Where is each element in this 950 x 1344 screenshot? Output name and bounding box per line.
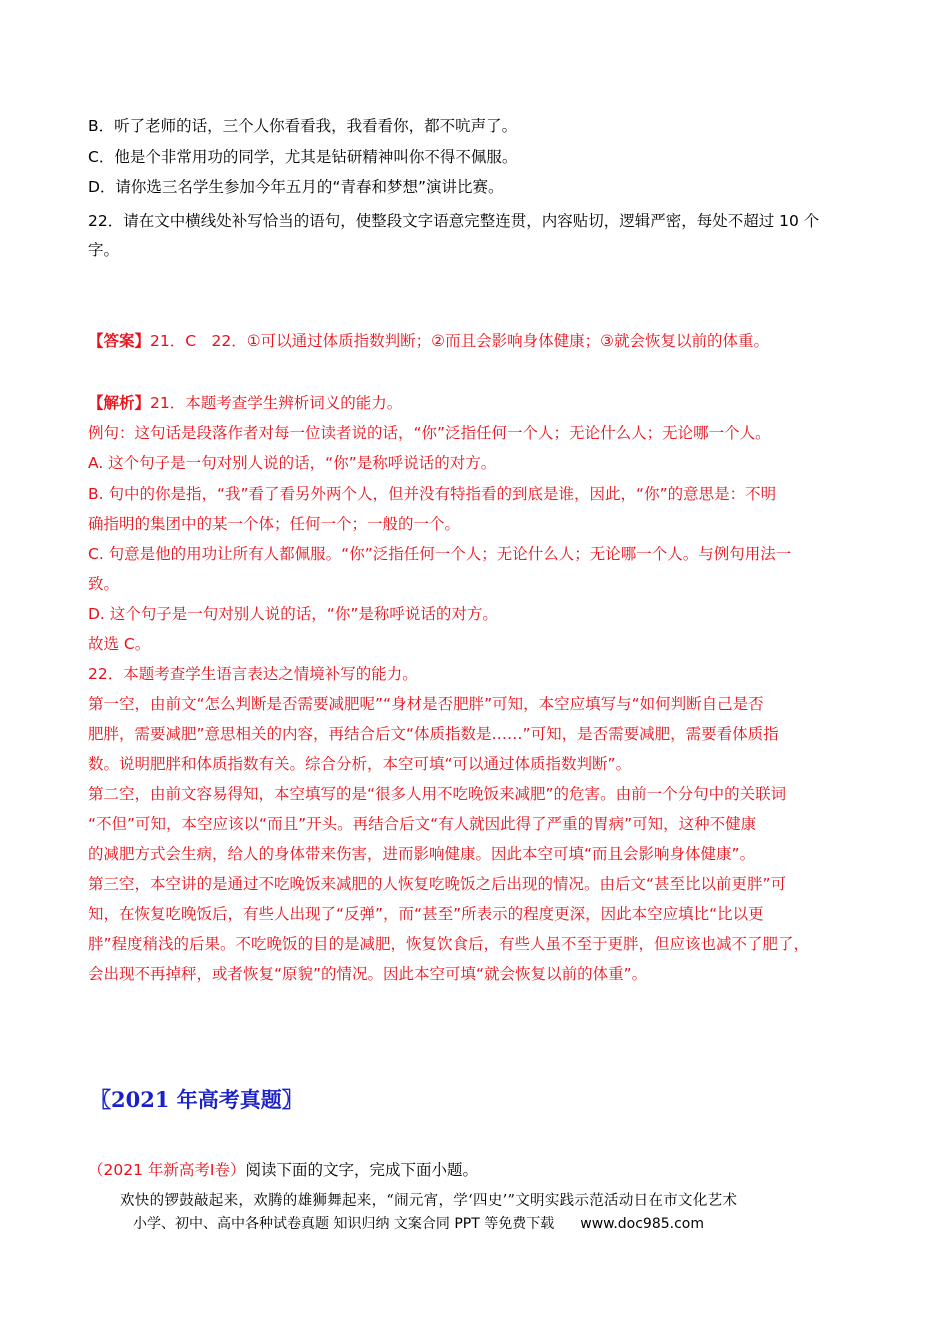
source-label: （2021 年新高考Ⅰ卷） (88, 1161, 246, 1179)
analysis-b-cont: 确指明的集团中的某一个体；任何一个；一般的一个。 (88, 515, 461, 533)
analysis-22-line: 肥胖，需要减肥”意思相关的内容，再结合后文“体质指数是……”可知，是否需要减肥，需要看体质指 (88, 725, 779, 743)
option-d: D．请你选三名学生参加今年五月的“青春和梦想”演讲比赛。 (88, 178, 504, 196)
analysis-line (88, 393, 402, 413)
analysis-c-cont: 致。 (88, 575, 120, 593)
analysis-22-line: 的减肥方式会生病，给人的身体带来伤害，进而影响健康。因此本空可填“而且会影响身体健康”。 (88, 845, 756, 863)
analysis-first: 21．本题考查学生辨析词义的能力。 (150, 394, 403, 412)
passage-line: 欢快的锣鼓敲起来，欢腾的雄狮舞起来，“闹元宵，学‘四史’”文明实践示范活动日在市文化艺术 (120, 1193, 738, 1209)
option-b: B．听了老师的话，三个人你看看我，我看看你，都不吭声了。 (88, 117, 518, 135)
analysis-22-line: 数。说明肥胖和体质指数有关。综合分析，本空可填“可以通过体质指数判断”。 (88, 755, 632, 773)
analysis-b: B. 句中的你是指，“我”看了看另外两个人，但并没有特指看的到底是谁，因此，“你”的意思是：不明 (88, 485, 777, 503)
footer (133, 1213, 704, 1233)
analysis-a: A. 这个句子是一句对别人说的话，“你”是称呼说话的对方。 (88, 454, 497, 472)
analysis-22-intro: 22．本题考查学生语言表达之情境补写的能力。 (88, 665, 418, 683)
question-22: 22．请在文中横线处补写恰当的语句，使整段文字语意完整连贯，内容贴切，逻辑严密，每处不超过 10 个 (88, 212, 820, 230)
analysis-22-line: 知，在恢复吃晚饭后，有些人出现了“反弹”，而“甚至”所表示的程度更深，因此本空应填比“比以更 (88, 905, 764, 923)
option-c: C．他是个非常用功的同学，尤其是钻研精神叫你不得不佩服。 (88, 148, 518, 166)
analysis-tag: 【解析】 (88, 394, 151, 412)
question-22-cont: 字。 (88, 241, 120, 259)
analysis-22-line: 胖”程度稍浅的后果。不吃晚饭的目的是减肥，恢复饮食后，有些人虽不至于更胖，但应该也减不了肥了， (88, 935, 810, 953)
analysis-d: D. 这个句子是一句对别人说的话，“你”是称呼说话的对方。 (88, 605, 498, 623)
analysis-22-line: 会出现不再掉秤，或者恢复“原貌”的情况。因此本空可填“就会恢复以前的体重”。 (88, 965, 648, 983)
footer-text: 小学、初中、高中各种试卷真题 知识归纳 文案合同 PPT 等免费下载 (133, 1216, 555, 1232)
analysis-c: C. 句意是他的用功让所有人都佩服。“你”泛指任何一个人；无论什么人；无论哪一个人。与例句用法一 (88, 545, 792, 563)
analysis-22-line: “不但”可知，本空应该以“而且”开头。再结合后文“有人就因此得了严重的胃病”可知，这种不健康 (88, 815, 757, 833)
analysis-22-line: 第三空，本空讲的是通过不吃晚饭来减肥的人恢复吃晚饭之后出现的情况。由后文“甚至比以前更胖”可 (88, 875, 787, 893)
answer-text: 21．C 22．①可以通过体质指数判断；②而且会影响身体健康；③就会恢复以前的体重。 (150, 332, 769, 350)
analysis-22-line: 第二空，由前文容易得知，本空填写的是“很多人用不吃晚饭来减肥”的危害。由前一个分句中的关联词 (88, 785, 787, 803)
source-text: 阅读下面的文字，完成下面小题。 (245, 1161, 478, 1179)
section-title: 〖2021 年高考真题〗 (90, 1087, 303, 1112)
answer-line (88, 331, 769, 351)
analysis-22-line: 第一空，由前文“怎么判断是否需要减肥呢”“身材是否肥胖”可知，本空应填写与“如何判断自己是否 (88, 695, 764, 713)
footer-url[interactable]: www.doc985.com (580, 1216, 704, 1232)
analysis-example: 例句：这句话是段落作者对每一位读者说的话，“你”泛指任何一个人；无论什么人；无论哪一个人。 (88, 424, 771, 442)
source-line (88, 1158, 478, 1180)
analysis-choose-c: 故选 C。 (88, 635, 151, 653)
answer-tag: 【答案】 (88, 332, 151, 350)
